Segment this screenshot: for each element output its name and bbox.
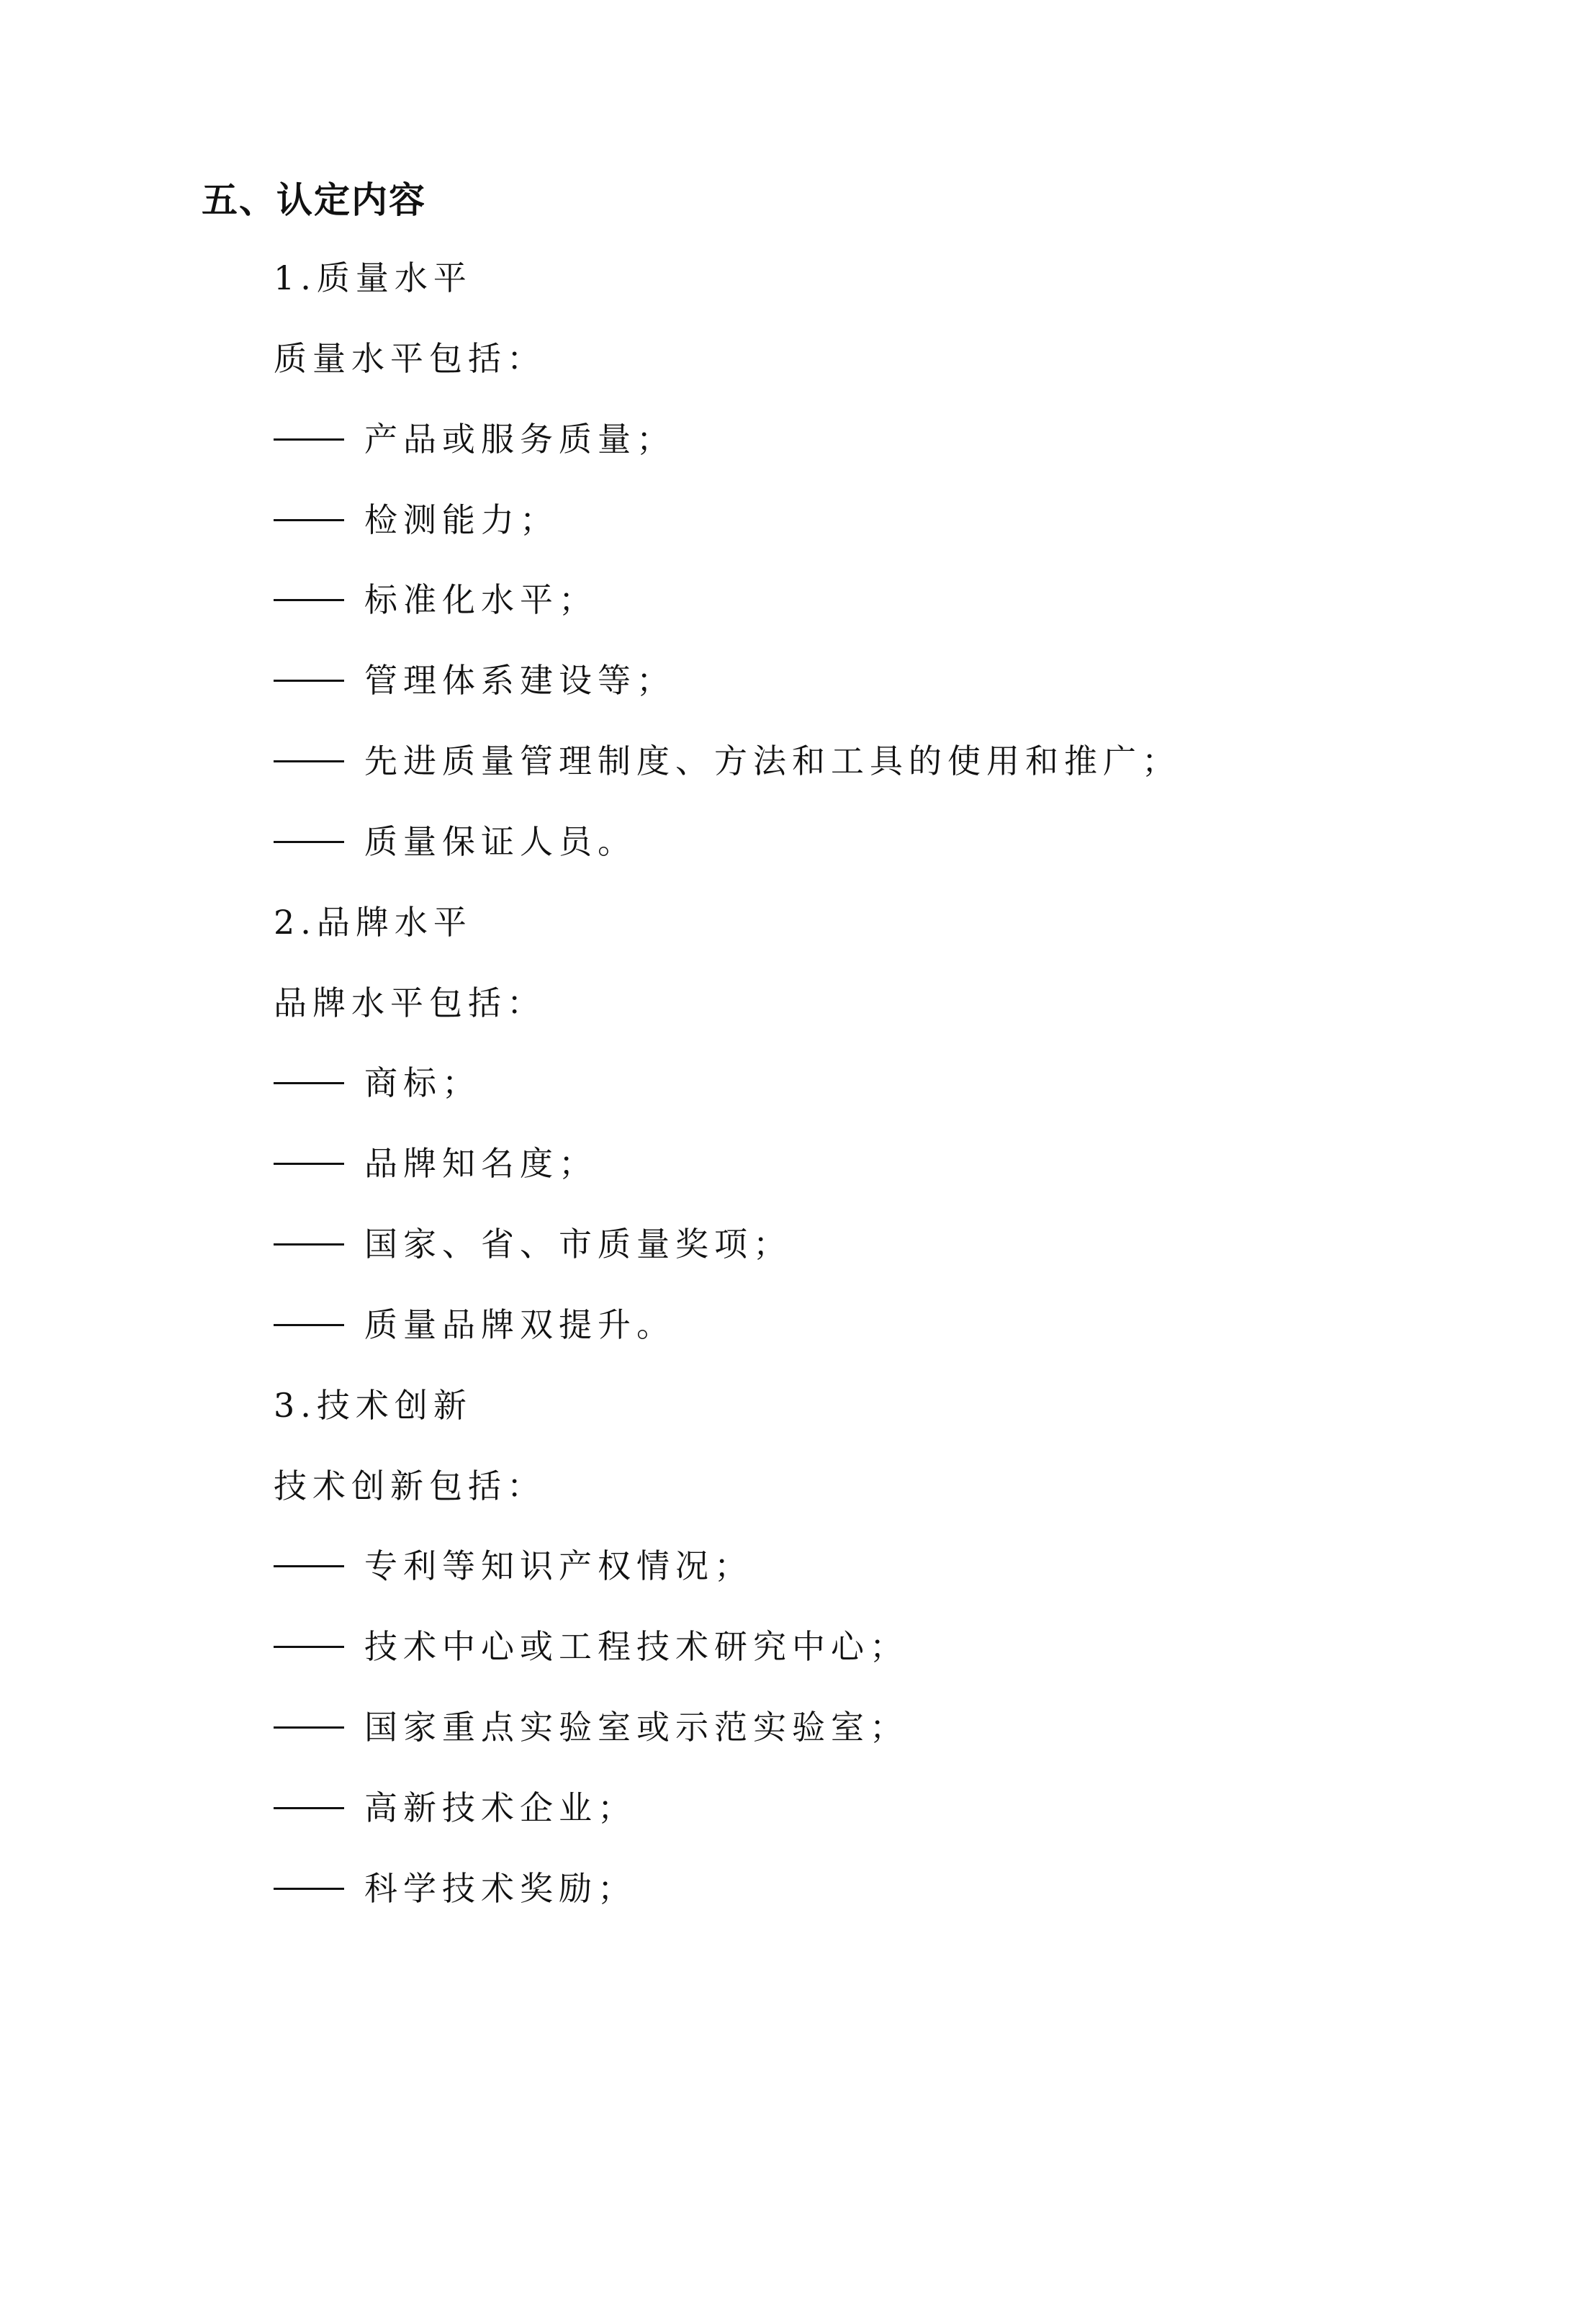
subsection-title: 3.技术创新 xyxy=(274,1386,472,1425)
list-item-text: 国家、省、市质量奖项； xyxy=(364,1225,792,1264)
list-item xyxy=(274,1061,481,1104)
list-item-text: 质量保证人员。 xyxy=(364,822,636,861)
subsection-title: 2.品牌水平 xyxy=(274,903,472,942)
list-item xyxy=(274,1625,909,1668)
dash-marker xyxy=(274,1565,344,1567)
dash-marker xyxy=(274,760,344,762)
list-item-text: 专利等知识产权情况； xyxy=(364,1546,753,1585)
list-item xyxy=(274,418,675,461)
list-item xyxy=(274,1706,909,1749)
list-item-text: 标准化水平； xyxy=(364,580,598,619)
dash-marker xyxy=(274,680,344,682)
list-item-text: 管理体系建设等； xyxy=(364,661,675,700)
dash-marker xyxy=(274,599,344,601)
dash-marker xyxy=(274,1324,344,1326)
section-heading: 五、认定内容 xyxy=(202,179,426,221)
list-item-text: 产品或服务质量； xyxy=(364,420,675,459)
dash-marker xyxy=(274,841,344,843)
dash-marker xyxy=(274,1163,344,1165)
list-item-text: 品牌知名度； xyxy=(364,1144,598,1183)
subsection-intro: 质量水平包括： xyxy=(274,339,546,378)
subsection-intro: 技术创新包括： xyxy=(274,1467,546,1505)
list-item xyxy=(274,659,675,702)
list-item xyxy=(274,1786,636,1829)
dash-marker xyxy=(274,1888,344,1890)
list-item-text: 商标； xyxy=(364,1063,481,1102)
list-item xyxy=(274,578,598,621)
list-item xyxy=(274,498,559,541)
list-item xyxy=(274,1222,792,1266)
dash-marker xyxy=(274,438,344,441)
dash-marker xyxy=(274,519,344,521)
list-item-text: 国家重点实验室或示范实验室； xyxy=(364,1708,909,1747)
subsection-title: 1.质量水平 xyxy=(274,258,472,297)
list-item xyxy=(274,1867,636,1910)
list-item xyxy=(274,1142,598,1185)
dash-marker xyxy=(274,1082,344,1084)
list-item-text: 先进质量管理制度、方法和工具的使用和推广； xyxy=(364,742,1181,780)
list-item-text: 质量品牌双提升。 xyxy=(364,1305,675,1344)
list-item-text: 高新技术企业； xyxy=(364,1788,636,1827)
list-item-text: 检测能力； xyxy=(364,500,559,539)
list-item xyxy=(274,1544,753,1587)
list-item xyxy=(274,739,1181,783)
list-item-text: 技术中心或工程技术研究中心； xyxy=(364,1627,909,1666)
list-item-text: 科学技术奖励； xyxy=(364,1869,636,1908)
dash-marker xyxy=(274,1646,344,1648)
dash-marker xyxy=(274,1726,344,1729)
dash-marker xyxy=(274,1807,344,1809)
list-item xyxy=(274,820,636,863)
subsection-intro: 品牌水平包括： xyxy=(274,983,546,1022)
list-item xyxy=(274,1303,675,1346)
dash-marker xyxy=(274,1243,344,1246)
